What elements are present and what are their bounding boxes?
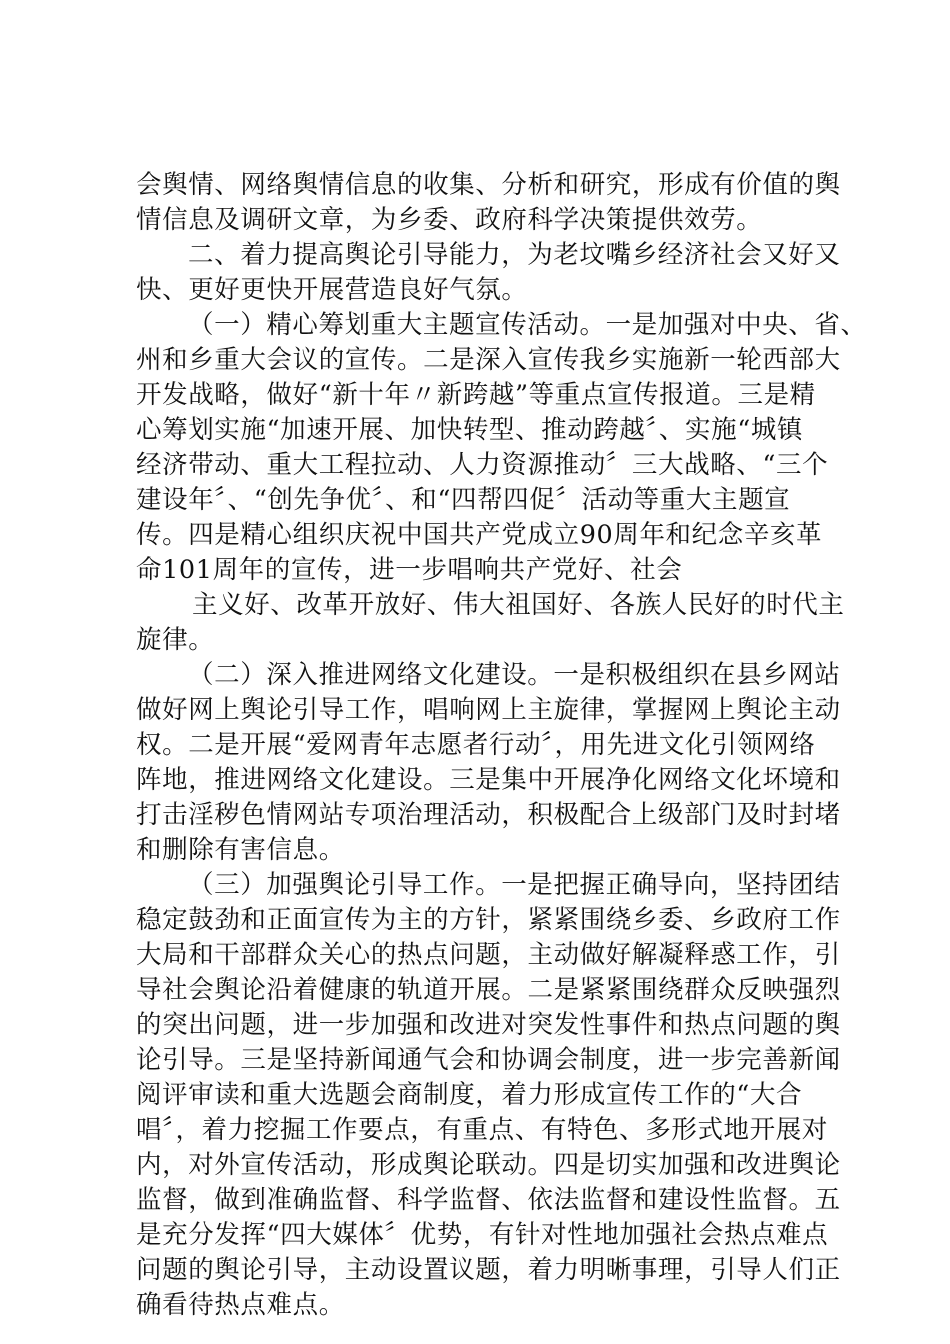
text-line: 快、更好更快开展营造良好气氛。 (136, 275, 528, 305)
text-line: 建设年〞、“创先争优〞、和“四帮四促〞活动等重大主题宣 (136, 485, 791, 515)
text-line: 打击淫秽色情网站专项治理活动，积极配合上级部门及时封堵 (136, 800, 841, 830)
text-line: 权。二是开展“爱网青年志愿者行动〞，用先进文化引领网络 (136, 730, 816, 760)
text-line: 是充分发挥“四大媒体〞优势，有针对性地加强社会热点难点 (136, 1220, 829, 1250)
text-line: 州和乡重大会议的宣传。二是深入宣传我乡实施新一轮西部大 (136, 345, 841, 375)
text-line: 旋律。 (136, 625, 215, 655)
text-line: 大局和干部群众关心的热点问题，主动做好解凝释惑工作，引 (136, 940, 841, 970)
text-line: 和删除有害信息。 (136, 835, 345, 865)
text-line: （三）加强舆论引导工作。一是把握正确导向，坚持团结 (188, 870, 841, 900)
text-line: 确看待热点难点。 (136, 1290, 345, 1320)
text-line: 心筹划实施“加速开展、加快转型、推动跨越〞、实施“城镇 (136, 415, 804, 445)
text-line: 开发战略，做好“新十年〃新跨越”等重点宣传报道。三是精 (136, 380, 816, 410)
text-line: 情信息及调研文章，为乡委、政府科学决策提供效劳。 (136, 205, 763, 235)
text-line: 唱〞，着力挖掘工作要点，有重点、有特色、多形式地开展对 (136, 1115, 828, 1145)
text-line: 内，对外宣传活动，形成舆论联动。四是切实加强和改进舆论 (136, 1150, 841, 1180)
document-body (136, 168, 867, 1323)
text-line: （二）深入推进网络文化建设。一是积极组织在县乡网站 (188, 660, 841, 690)
text-line: 会舆情、网络舆情信息的收集、分析和研究，形成有价值的舆 (136, 170, 841, 200)
text-line: 监督，做到准确监督、科学监督、依法监督和建设性监督。五 (136, 1185, 841, 1215)
text-line: 问题的舆论引导，主动设置议题，着力明晰事理，引导人们正 (136, 1255, 841, 1285)
text-line: 做好网上舆论引导工作，唱响网上主旋律，掌握网上舆论主动 (136, 695, 841, 725)
text-line: 稳定鼓劲和正面宣传为主的方针，紧紧围绕乡委、乡政府工作 (136, 905, 841, 935)
text-line: 论引导。三是坚持新闻通气会和协调会制度，进一步完善新闻 (136, 1045, 841, 1075)
text-line: 导社会舆论沿着健康的轨道开展。二是紧紧围绕群众反映强烈 (136, 975, 841, 1005)
text-line: （一）精心筹划重大主题宣传活动。一是加强对中央、省、 (188, 310, 867, 340)
text-line: 传。四是精心组织庆祝中国共产党成立90周年和纪念辛亥革 (136, 520, 823, 550)
text-line: 阵地，推进网络文化建设。三是集中开展净化网络文化坏境和 (136, 765, 841, 795)
text-line: 阅评审读和重大选题会商制度，着力形成宣传工作的“大合 (136, 1080, 803, 1110)
text-line: 二、着力提高舆论引导能力，为老坟嘴乡经济社会又好又 (188, 240, 841, 270)
text-line: 命101周年的宣传，进一步唱响共产党好、社会 (136, 555, 683, 585)
text-line: 主义好、改革开放好、伟大祖国好、各族人民好的时代主 (192, 590, 845, 620)
text-line: 经济带动、重大工程拉动、人力资源推动〞三大战略、“三个 (136, 450, 829, 480)
text-line: 的突出问题，进一步加强和改进对突发性事件和热点问题的舆 (136, 1010, 841, 1040)
